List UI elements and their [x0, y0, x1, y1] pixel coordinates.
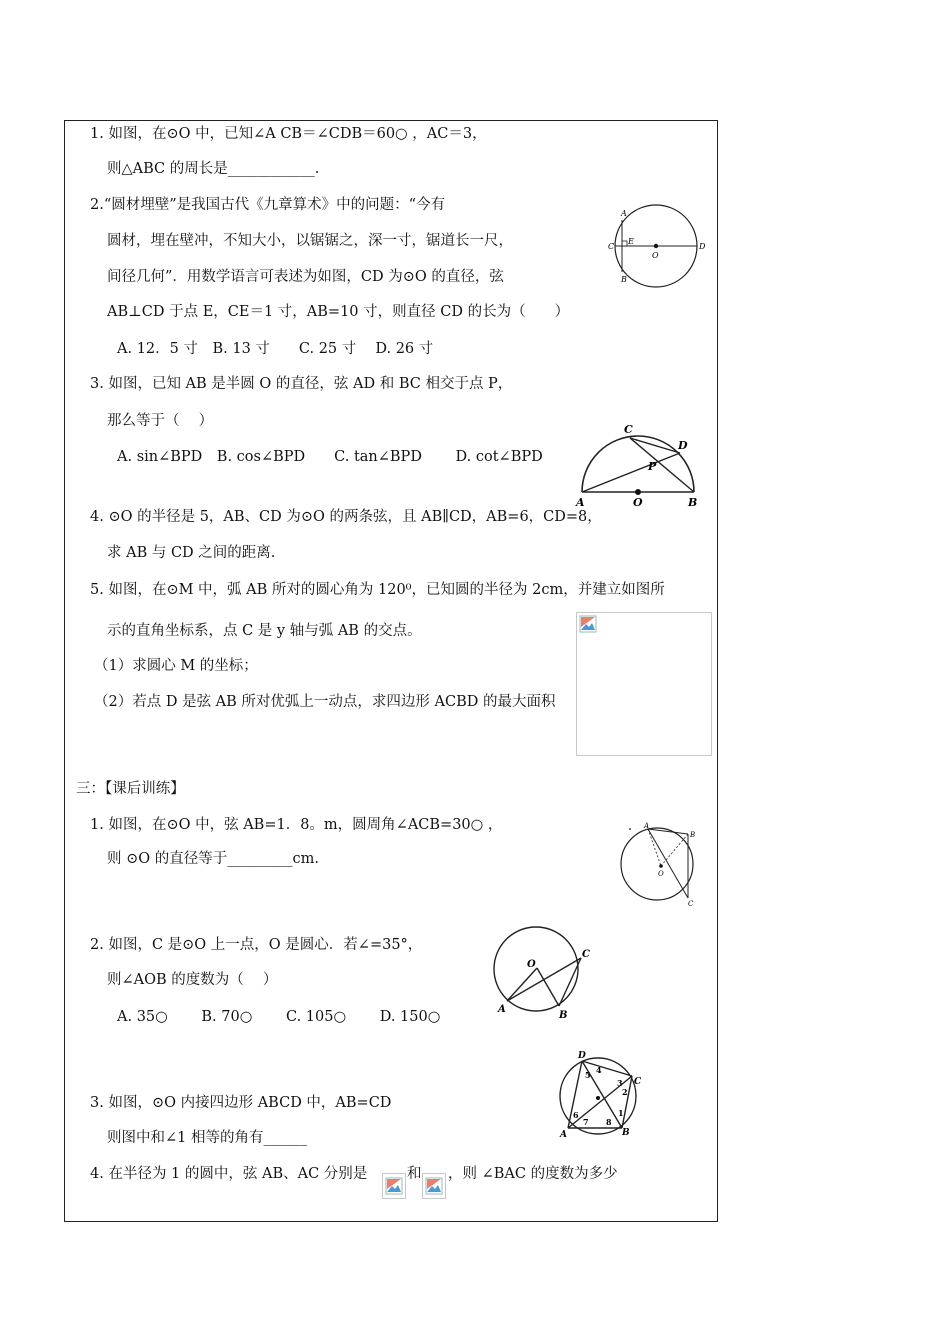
s3-q3-label-B: B — [622, 1128, 630, 1138]
s3-q2-label-A: A — [498, 1004, 506, 1015]
q2-line1: 2.“圆材埋壁”是我国古代《九章算术》中的问题：“今有 — [90, 197, 446, 213]
s3-q2-label-B: B — [559, 1010, 568, 1021]
s3-q3-angle-6: 6 — [573, 1110, 579, 1120]
q1-line1: 1. 如图，在⊙O 中，已知∠A CB＝∠CDB＝60○ ，AC＝3， — [90, 126, 487, 142]
q2-label-D: D — [699, 242, 706, 251]
q5-line1: 5. 如图，在⊙M 中，弧 AB 所对的圆心角为 120⁰，已知圆的半径为 2cm，并建立如图所 — [90, 582, 665, 598]
s3-q3-label-A: A — [560, 1130, 567, 1138]
section3-title: 三：【课后训练】 — [76, 781, 185, 797]
q2-label-C: C — [608, 242, 615, 251]
s3-q3-angle-4: 4 — [596, 1065, 602, 1075]
s3-q3-label-D: D — [578, 1051, 586, 1061]
s3-q3-angle-3: 3 — [617, 1078, 623, 1088]
s3-q3-label-C: C — [634, 1077, 642, 1087]
s3-q2-options: A. 35○ B. 70○ C. 105○ D. 150○ — [117, 1009, 441, 1025]
q5-part1: （1）求圆心 M 的坐标； — [94, 658, 258, 674]
q3-label-A: A — [576, 496, 585, 509]
s3-q1-label-C: C — [688, 900, 694, 908]
q2-label-E: E — [628, 237, 634, 246]
s3-q1-line2: 则 ⊙O 的直径等于_________cm. — [107, 851, 319, 867]
q3-semicircle-figure — [572, 420, 708, 512]
broken-image-icon — [425, 1177, 443, 1195]
q2-line3: 间径几何”．用数学语言可表述为如图，CD 为⊙O 的直径，弦 — [107, 269, 504, 285]
s3-q2-line1: 2. 如图，C 是⊙O 上一点，O 是圆心．若∠=35°， — [90, 937, 423, 953]
q2-line4: AB⊥CD 于点 E，CE＝1 寸，AB=10 寸，则直径 CD 的长为（ ） — [107, 304, 570, 320]
q3-label-P: P — [648, 460, 657, 473]
s3-q2-line2: 则∠AOB 的度数为（ ） — [107, 972, 278, 988]
s3-q3-angle-1: 1 — [618, 1108, 624, 1118]
q3-line1: 3. 如图，已知 AB 是半圆 O 的直径，弦 AD 和 BC 相交于点 P， — [90, 376, 513, 392]
q4-line2: 求 AB 与 CD 之间的距离. — [107, 545, 276, 561]
q3-line2: 那么等于（ ） — [107, 413, 214, 429]
s3-q3-quadrilateral-figure — [552, 1048, 652, 1138]
s3-q3-line1: 3. 如图，⊙O 内接四边形 ABCD 中，AB=CD — [90, 1095, 392, 1111]
q4-line1: 4. ⊙O 的半径是 5，AB、CD 为⊙O 的两条弦，且 AB∥CD，AB=6，CD=8， — [90, 509, 602, 525]
q3-options: A. sin∠BPD B. cos∠BPD C. tan∠BPD D. cot∠BPD — [117, 449, 543, 465]
q3-label-B: B — [688, 496, 698, 509]
broken-image-icon — [385, 1177, 403, 1195]
q1-line2: 则△ABC 的周长是____________. — [107, 161, 320, 177]
q2-label-A: A — [621, 209, 627, 218]
s3-q2-label-C: C — [582, 949, 590, 960]
broken-image-icon — [579, 615, 597, 633]
q2-label-O: O — [652, 251, 659, 260]
s3-q1-label-O: O — [658, 870, 664, 878]
s3-q1-label-B: B — [690, 831, 696, 839]
s3-q2-label-O: O — [527, 959, 536, 970]
q2-circle-figure — [600, 200, 712, 292]
s3-q4-image-ac — [422, 1173, 446, 1199]
s3-q1-label-A: A — [644, 822, 650, 830]
s3-q4-text-b: 和 — [407, 1166, 422, 1182]
s3-q4-text-c: ，则 ∠BAC 的度数为多少 — [448, 1166, 618, 1182]
q3-label-C: C — [624, 423, 633, 436]
q5-broken-image — [576, 612, 712, 756]
s3-q2-circle-figure — [484, 922, 596, 1022]
s3-q1-line1: 1. 如图，在⊙O 中，弦 AB=1．8。m，圆周角∠ACB=30○ ， — [90, 817, 503, 833]
s3-q3-angle-7: 7 — [583, 1117, 589, 1127]
s3-q4-text-a: 4. 在半径为 1 的圆中，弦 AB、AC 分别是 — [90, 1166, 368, 1182]
q2-label-B: B — [621, 275, 627, 284]
s3-q3-angle-8: 8 — [606, 1117, 612, 1127]
q2-line2: 圆材，埋在壁冲，不知大小，以锯锯之，深一寸，锯道长一尺， — [107, 233, 513, 249]
q3-label-D: D — [678, 439, 688, 452]
s3-q1-circle-figure — [612, 820, 704, 908]
s3-q3-angle-2: 2 — [622, 1087, 628, 1097]
s3-q4-image-ab — [382, 1173, 406, 1199]
q5-line2: 示的直角坐标系，点 C 是 y 轴与弧 AB 的交点。 — [107, 623, 422, 639]
q5-part2: （2）若点 D 是弦 AB 所对优弧上一动点，求四边形 ACBD 的最大面积 — [94, 694, 556, 710]
s3-q3-angle-5: 5 — [585, 1070, 591, 1080]
q2-options: A. 12．5 寸 B. 13 寸 C. 25 寸 D. 26 寸 — [117, 341, 434, 357]
s3-q3-line2: 则图中和∠1 相等的角有______ — [107, 1130, 307, 1146]
q3-label-O: O — [633, 496, 643, 509]
